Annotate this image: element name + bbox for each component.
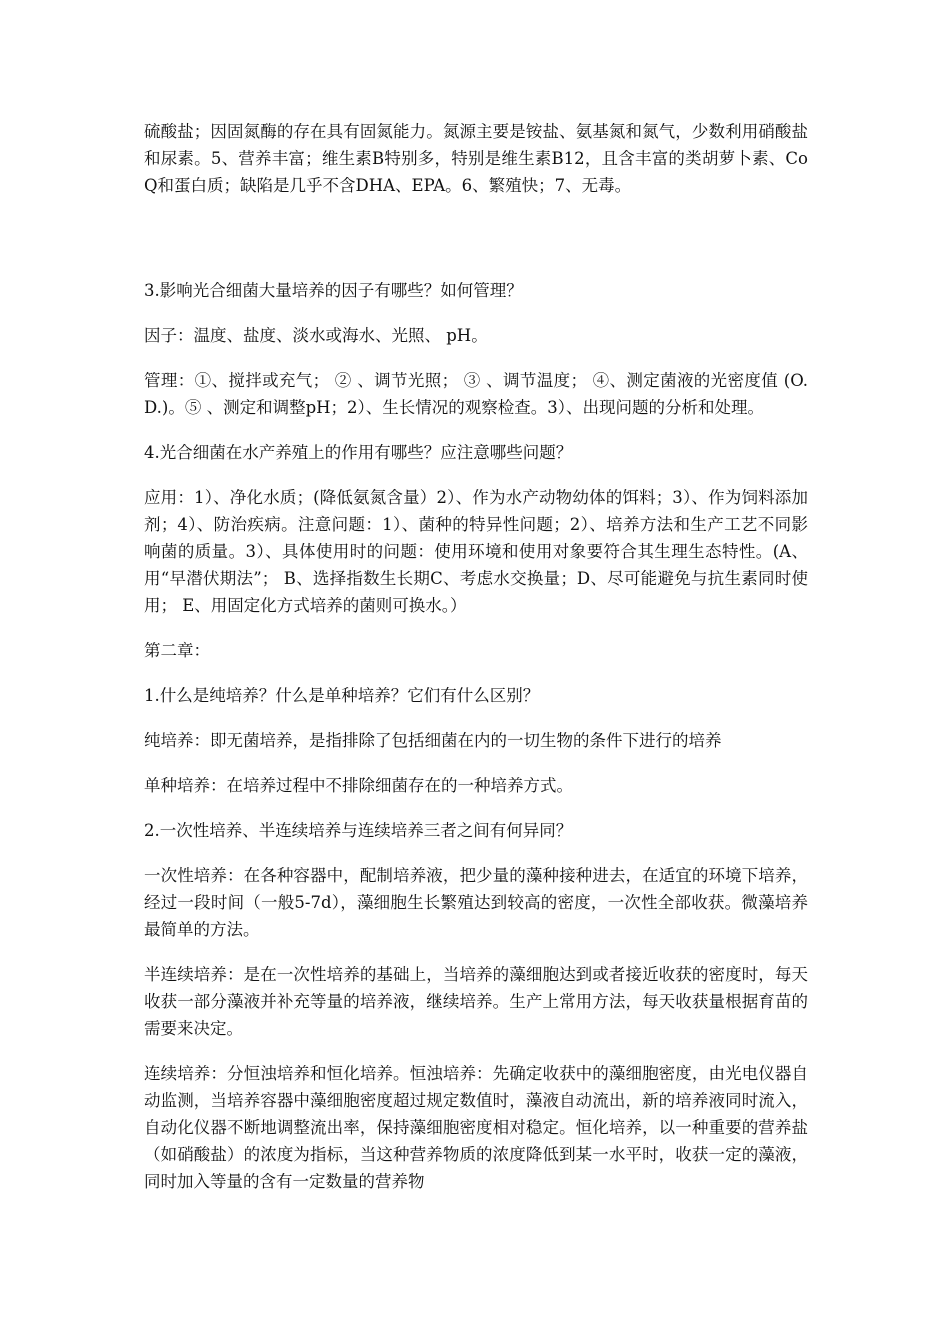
paragraph-single-culture: 单种培养：在培养过程中不排除细菌存在的一种培养方式。 xyxy=(144,776,573,795)
question-3-heading: 3.影响光合细菌大量培养的因子有哪些？如何管理？ xyxy=(144,281,523,300)
paragraph-applications: 应用：1）、净化水质；(降低氨氮含量）2）、作为水产动物幼体的饵料；3）、作为饲料添加剂；4）、防治疾病。注意问题：1）、菌种的特异性问题；2）、培养方法和生产工艺不同影响菌的质量。3）、具体使用时的问题：使用环境和使用对象要符合其生理生态特性。(A、用“早潜伏期法”； B、选择指数生长期C、考虑水交换量；D、尽可能避免与抗生素同时使用； E、用固定化方式培养的菌则可换水。） xyxy=(144,488,808,615)
paragraph-continuous-culture: 连续培养：分恒浊培养和恒化培养。恒浊培养：先确定收获中的藻细胞密度，由光电仪器自动监测，当培养容器中藻细胞密度超过规定数值时，藻液自动流出，新的培养液同时流入，自动化仪器不断地调整流出率，保持藻细胞密度相对稳定。恒化培养，以一种重要的营养盐（如硝酸盐）的浓度为指标，当这种营养物质的浓度降低到某一水平时，收获一定的藻液，同时加入等量的含有一定数量的营养物 xyxy=(144,1064,808,1191)
paragraph-factors: 因子：温度、盐度、淡水或海水、光照、 pH。 xyxy=(144,326,488,345)
chapter-2-heading: 第二章： xyxy=(144,641,210,660)
paragraph-pure-culture: 纯培养：即无菌培养，是指排除了包括细菌在内的一切生物的条件下进行的培养 xyxy=(144,731,722,750)
question-1-heading: 1.什么是纯培养？什么是单种培养？它们有什么区别？ xyxy=(144,686,540,705)
paragraph-batch-culture: 一次性培养：在各种容器中，配制培养液，把少量的藻种接种进去，在适宜的环境下培养，经过一段时间（一般5-7d），藻细胞生长繁殖达到较高的密度，一次性全部收获。微藻培养最简单的方法。 xyxy=(144,866,808,939)
document-page xyxy=(144,118,808,1195)
paragraph-semi-continuous-culture: 半连续培养：是在一次性培养的基础上，当培养的藻细胞达到或者接近收获的密度时，每天收获一部分藻液并补充等量的培养液，继续培养。生产上常用方法，每天收获量根据育苗的需要来决定。 xyxy=(144,965,808,1038)
question-4-heading: 4.光合细菌在水产养殖上的作用有哪些？应注意哪些问题？ xyxy=(144,443,573,462)
section-spacer xyxy=(144,199,808,277)
question-2-heading: 2.一次性培养、半连续培养与连续培养三者之间有何异同？ xyxy=(144,821,573,840)
paragraph-management: 管理：①、搅拌或充气； ② 、调节光照； ③ 、调节温度； ④、测定菌液的光密度值 (O.D.)。⑤ 、测定和调整pH；2）、生长情况的观察检查。3）、出现问题的分析和处理。 xyxy=(144,371,808,417)
paragraph-nutrition-traits: 硫酸盐；因固氮酶的存在具有固氮能力。氮源主要是铵盐、氨基氮和氮气，少数利用硝酸盐和尿素。5、营养丰富；维生素B特别多，特别是维生素B12，且含丰富的类胡萝卜素、Co Q和蛋白质；缺陷是几乎不含DHA、EPA。6、繁殖快；7、无毒。 xyxy=(144,122,808,195)
